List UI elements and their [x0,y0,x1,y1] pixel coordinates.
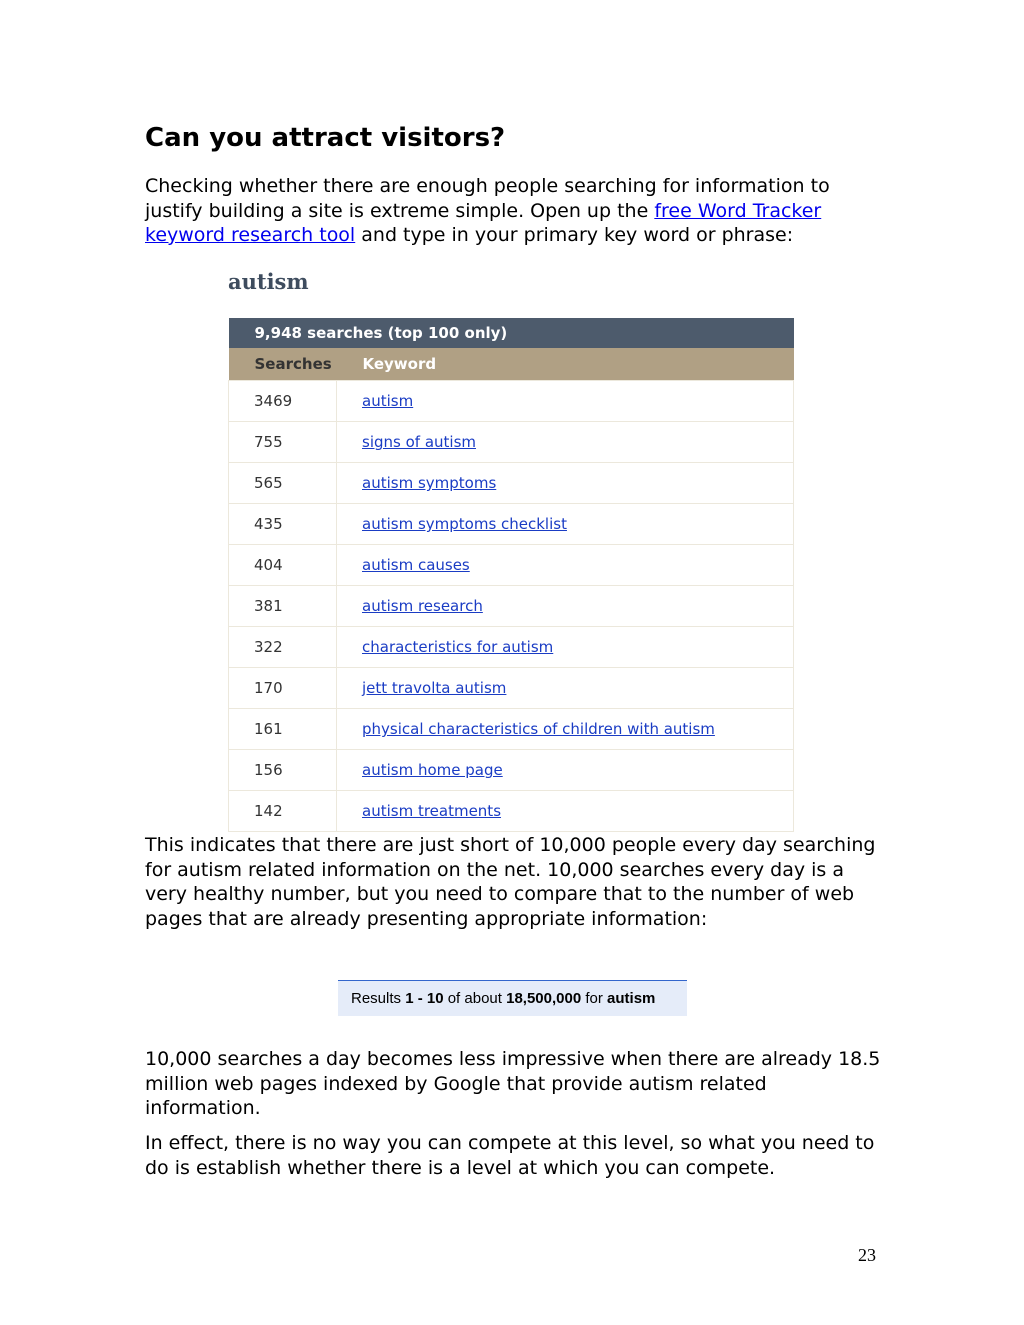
search-count: 565 [229,463,337,504]
results-query: autism [607,990,656,1007]
intro-text-after: and type in your primary key word or phrase: [355,224,794,246]
table-row [229,545,794,586]
table-row [229,463,794,504]
search-count: 156 [229,750,337,791]
table-row [229,668,794,709]
search-count: 170 [229,668,337,709]
results-middle: of about [443,990,507,1007]
results-for: for [581,990,608,1007]
column-header-keyword: Keyword [337,348,794,381]
page-number: 23 [858,1245,876,1265]
google-results-bar [338,980,687,1016]
search-count: 161 [229,709,337,750]
results-count: 18,500,000 [506,990,582,1007]
keyword-link[interactable]: autism symptoms [362,474,497,492]
search-count: 755 [229,422,337,463]
keyword-link[interactable]: autism [362,392,414,410]
keyword-link[interactable]: autism causes [362,556,470,574]
word-tracker-link[interactable]: free Word Tracker keyword research tool [145,199,822,246]
searches-summary: 9,948 searches (top 100 only) [229,318,794,348]
keyword-link[interactable]: jett travolta autism [362,679,507,697]
table-row [229,504,794,545]
keyword-link[interactable]: physical characteristics of children with autism [362,720,715,738]
table-row [229,422,794,463]
results-prefix: Results [351,990,406,1007]
search-count: 3469 [229,381,337,422]
search-count: 381 [229,586,337,627]
table-header-row [229,348,794,381]
table-row [229,791,794,832]
keyword-link[interactable]: autism symptoms checklist [362,515,567,533]
keyword-link[interactable]: characteristics for autism [362,638,554,656]
keyword-link[interactable]: signs of autism [362,433,476,451]
table-row [229,709,794,750]
results-range: 1 - 10 [405,990,444,1007]
table-row [229,381,794,422]
table-row [229,586,794,627]
intro-paragraph [145,174,885,248]
table-row [229,627,794,668]
analysis-paragraph: This indicates that there are just short of 10,000 people every day searching for autism related information on the net. 10,000 searches every day is a very healthy number, but you need to compare that to the number of web pages that are already presenting appropriate information: [145,834,876,930]
intro-text-before: Checking whether there are enough people searching for information to justify building a site is extreme simple. Open up the [145,175,830,222]
comparison-paragraph: 10,000 searches a day becomes less impressive when there are already 18.5 million web pages indexed by Google that provide autism related information. [145,1048,881,1119]
table-summary-row [229,318,794,348]
keyword-link[interactable]: autism home page [362,761,503,779]
keyword-results-table [228,318,794,832]
keyword-link[interactable]: autism treatments [362,802,502,820]
table-row [229,750,794,791]
search-count: 404 [229,545,337,586]
conclusion-paragraph: In effect, there is no way you can compete at this level, so what you need to do is establish whether there is a level at which you can compete. [145,1132,875,1179]
search-count: 322 [229,627,337,668]
keyword-tool-heading: autism [228,269,309,294]
section-title: Can you attract visitors? [145,123,506,153]
search-count: 142 [229,791,337,832]
search-count: 435 [229,504,337,545]
column-header-searches: Searches [229,348,337,381]
keyword-link[interactable]: autism research [362,597,483,615]
